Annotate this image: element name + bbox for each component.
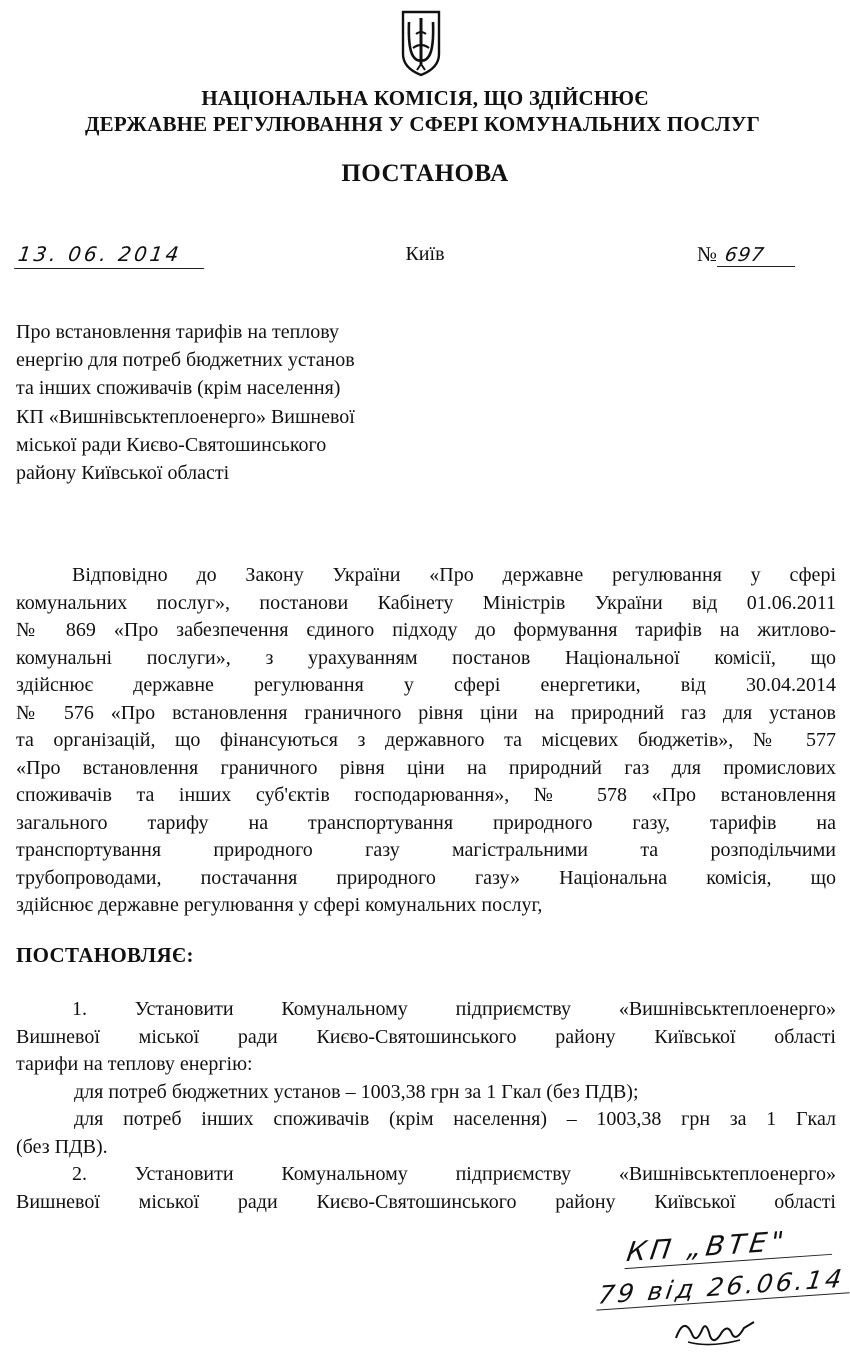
text-line: загального тарифу на транспортування природного газу, тарифів на [16,811,836,834]
text-line: Вишневої міської ради Києво-Святошинського району Київської області [16,1190,836,1213]
preamble-paragraph [16,562,836,920]
registration-org: КП „ВТЕ" [624,1223,836,1269]
text-line: транспортування природного газу магістральними та розподільчими [16,839,836,861]
text-line: здійснює державне регулювання у сфері енергетики, від 30.04.2014 [16,674,836,696]
text-line: комунальних послуг», постанови Кабінету Міністрів України від 01.06.2011 [16,591,836,614]
subject-block [16,318,456,487]
subject-line: та інших споживачів (крім населення) [16,377,341,400]
text-line: трубопроводами, постачання природного газу» Національна комісія, що [16,866,836,889]
text-line: 1. Установити Комунальному підприємству «Вишнівськтеплоенерго» [72,998,836,1020]
number-sign: № [697,242,718,266]
handwritten-date: 13. 06. 2014 [14,242,208,269]
text-line: Відповідно до Закону України «Про державне регулювання у сфері [72,564,836,586]
subject-line: Про встановлення тарифів на теплову [16,321,340,343]
text-line: споживачів та інших суб'єктів господарювання», № 578 «Про встановлення [16,784,836,806]
resolve-heading: ПОСТАНОВЛЯЄ: [16,943,194,967]
text-line: № 576 «Про встановлення граничного рівня ціни на природний газ для установ [16,701,836,724]
registration-number-date: 79 від 26.06.14 [596,1263,850,1310]
registration-note [596,1226,850,1353]
coat-of-arms-trident-icon [399,8,443,78]
text-line: (без ПДВ). [16,1135,108,1158]
text-line: та організацій, що фінансуються з державного та місцевих бюджетів», № 577 [16,729,836,751]
subject-line: району Київської області [16,462,230,485]
text-line: для потреб інших споживачів (крім населення) – 1003,38 грн за 1 Гкал [74,1108,836,1130]
text-line: Вишневої міської ради Києво-Святошинського району Київської області [16,1025,836,1048]
org-name-line-1: НАЦІОНАЛЬНА КОМІСІЯ, ЩО ЗДІЙСНЮЄ [201,86,649,110]
org-name-line-2: ДЕРЖАВНЕ РЕГУЛЮВАННЯ У СФЕРІ КОМУНАЛЬНИХ ПОСЛУГ [84,112,761,136]
text-line: для потреб бюджетних установ – 1003,38 грн за 1 Гкал (без ПДВ); [74,1080,639,1103]
text-line: здійснює державне регулювання у сфері комунальних послуг, [16,894,543,916]
text-line: комунальні послуги», з урахуванням постанов Національної комісії, що [16,646,836,669]
subject-line: міської ради Києво-Святошинського [16,433,327,456]
subject-line: енергію для потреб бюджетних установ [16,349,355,372]
text-line: «Про встановлення граничного рівня ціни на природний газ для промислових [16,756,836,779]
text-line: 2. Установити Комунальному підприємству «Вишнівськтеплоенерго» [72,1163,836,1185]
resolution-body [16,996,836,1216]
subject-line: КП «Вишнівськтеплоенерго» Вишневої [16,405,355,428]
document-number [697,242,805,268]
handwritten-signature-icon [670,1308,760,1352]
text-line: № 869 «Про забезпечення єдиного підходу до формування тарифів на житлово- [16,619,836,641]
handwritten-number: 697 [717,244,799,267]
issue-city: Київ [405,243,445,265]
text-line: тарифи на теплову енергію: [16,1053,253,1075]
document-type-title: ПОСТАНОВА [341,160,509,187]
